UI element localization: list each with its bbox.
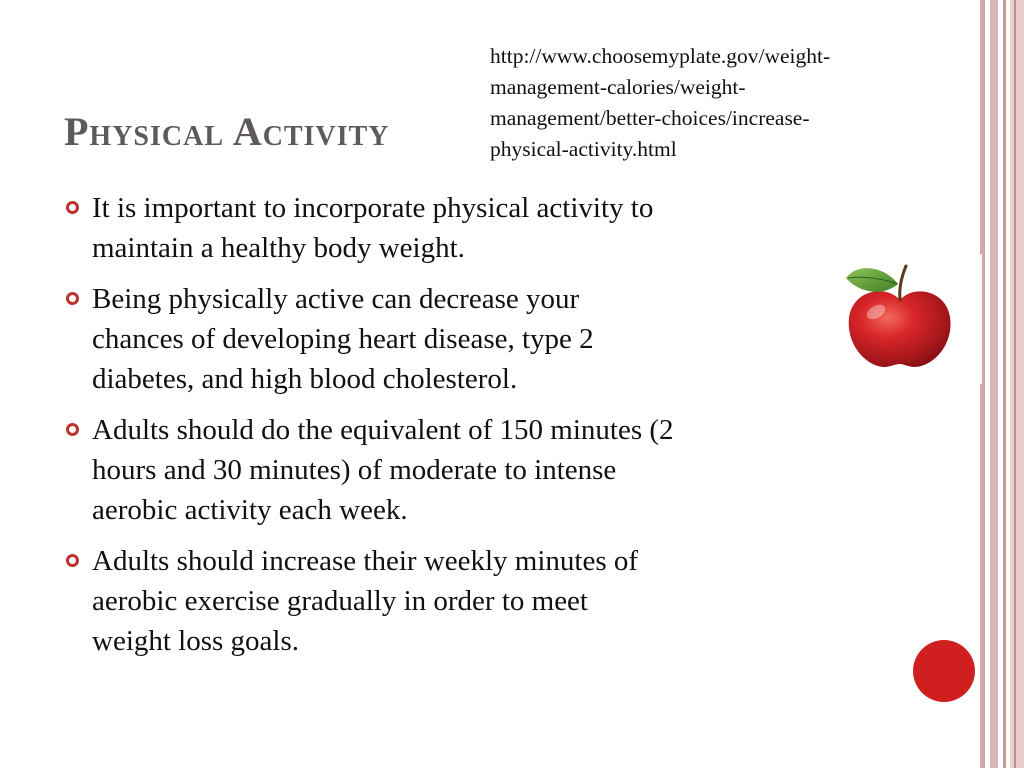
bullet-line: Adults should do the equivalent of 150 minutes (2 xyxy=(92,414,674,446)
bullet-line: maintain a healthy body weight. xyxy=(92,232,465,264)
bullet-item xyxy=(62,541,882,661)
bullet-ring-icon xyxy=(66,554,79,567)
bullet-line: weight loss goals. xyxy=(92,625,300,657)
bullet-line: Being physically active can decrease your xyxy=(92,283,580,315)
bullet-line: aerobic activity each week. xyxy=(92,494,408,526)
source-url[interactable] xyxy=(490,41,960,165)
bullet-item xyxy=(62,279,882,399)
bullet-item xyxy=(62,410,882,530)
bullet-list xyxy=(62,188,882,672)
source-url-line: management-calories/weight- xyxy=(490,75,746,99)
bullet-ring-icon xyxy=(66,292,79,305)
bullet-item xyxy=(62,188,882,268)
source-url-line: http://www.choosemyplate.gov/weight- xyxy=(490,44,831,68)
bullet-ring-icon xyxy=(66,423,79,436)
source-url-line: physical-activity.html xyxy=(490,137,677,161)
bullet-line: chances of developing heart disease, type 2 xyxy=(92,323,594,355)
bullet-line: diabetes, and high blood cholesterol. xyxy=(92,363,518,395)
apple-icon xyxy=(812,254,982,384)
bullet-line: hours and 30 minutes) of moderate to intense xyxy=(92,454,617,486)
bullet-line: Adults should increase their weekly minutes of xyxy=(92,545,639,577)
decorative-stripe xyxy=(1010,0,1024,768)
decorative-stripe xyxy=(990,0,998,768)
decorative-red-dot xyxy=(913,640,975,702)
decorative-stripe xyxy=(1014,0,1016,768)
bullet-line: It is important to incorporate physical activity to xyxy=(92,192,654,224)
slide-title: Physical Activity xyxy=(64,109,390,154)
source-url-line: management/better-choices/increase- xyxy=(490,106,810,130)
apple-icon xyxy=(812,254,982,384)
bullet-line: aerobic exercise gradually in order to meet xyxy=(92,585,588,617)
bullet-ring-icon xyxy=(66,201,79,214)
decorative-stripe xyxy=(1003,0,1006,768)
